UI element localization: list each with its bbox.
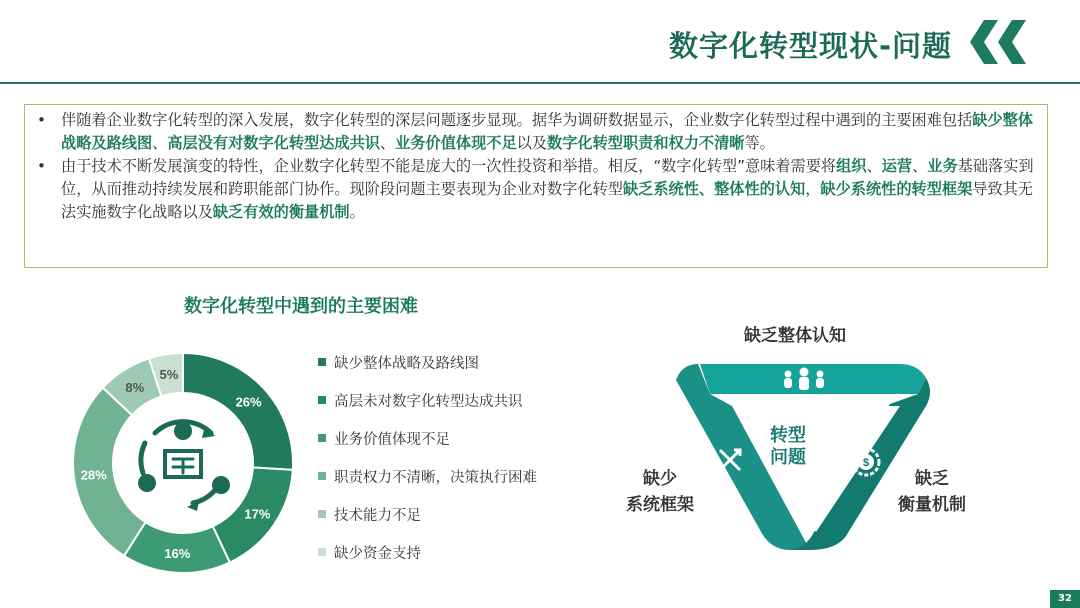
legend-swatch xyxy=(318,472,326,480)
highlight-text: 组织 xyxy=(836,157,867,175)
slice-label: 5% xyxy=(159,367,179,383)
legend-item xyxy=(318,428,537,466)
slice-label: 26% xyxy=(235,394,262,410)
legend-swatch xyxy=(318,396,326,404)
left-line-2: 系统框架 xyxy=(626,495,694,515)
legend-label: 缺少整体战略及路线图 xyxy=(334,356,479,372)
double-chevron-left-icon xyxy=(966,20,1034,64)
legend-swatch xyxy=(318,548,326,556)
body-text: 由于技术不断发展演变的特性，企业数字化转型不能是庞大的一次性投资和举措。相反，“数字化转型”意味着需要将 xyxy=(61,157,837,175)
slice-label: 17% xyxy=(244,506,271,522)
body-text: 。 xyxy=(349,203,365,221)
diagram-right-label xyxy=(898,466,966,518)
summary-textbox xyxy=(24,104,1048,268)
body-text: 、 xyxy=(866,157,882,175)
legend-swatch xyxy=(318,510,326,518)
bullet-marker: • xyxy=(37,157,46,175)
legend-item xyxy=(318,466,537,504)
legend-swatch xyxy=(318,434,326,442)
page-number: 32 xyxy=(1050,590,1080,608)
left-line-1: 缺少 xyxy=(643,469,677,489)
body-text: 、 xyxy=(379,134,396,152)
page-title: 数字化转型现状-问题 xyxy=(668,29,952,63)
center-line-1: 转型 xyxy=(770,425,806,446)
diagram-top-label: 缺乏整体认知 xyxy=(744,326,846,346)
highlight-text: 业务 xyxy=(927,157,958,175)
legend-label: 业务价值体现不足 xyxy=(334,432,450,448)
highlight-text: 缺少系统性的转型框架 xyxy=(820,180,973,198)
highlight-text: 缺乏系统性、整体性的认知 xyxy=(622,180,806,198)
diagram-center-label xyxy=(770,425,806,469)
legend-label: 技术能力不足 xyxy=(334,508,421,524)
highlight-text: 缺乏有效的衡量机制 xyxy=(212,203,350,221)
body-text: ， xyxy=(805,180,821,198)
presentation-cycle-icon xyxy=(138,422,230,511)
title-divider xyxy=(0,82,1080,84)
diagram-left-label xyxy=(626,466,694,518)
legend-label: 缺少资金支持 xyxy=(334,546,421,562)
body-text: 以及 xyxy=(516,134,547,152)
center-line-2: 问题 xyxy=(770,447,806,468)
legend-item xyxy=(318,504,537,542)
slice-label: 16% xyxy=(164,545,191,561)
body-text: 基础落实到位，从而推动持续发展和跨职能部门协作。现阶段问题主要表现为企业对数字化转型 xyxy=(61,157,1034,198)
donut-chart xyxy=(0,300,300,580)
legend-label: 职责权力不清晰，决策执行困难 xyxy=(334,470,537,486)
chart-legend xyxy=(318,352,537,580)
body-text: 伴随着企业数字化转型的深入发展，数字化转型的深层问题逐步显现。据华为调研数据显示，企业数字化转型过程中遇到的主要困难包括 xyxy=(61,111,973,129)
highlight-text: 运营 xyxy=(881,157,913,175)
highlight-text: 缺少整体战略及路线图 xyxy=(61,111,1033,152)
body-text: 、 xyxy=(912,157,928,175)
body-text: 导致其无法实施数字化战略以及 xyxy=(61,180,1033,221)
right-line-2: 衡量机制 xyxy=(898,495,966,515)
slice-label: 28% xyxy=(80,467,107,483)
bullet-1 xyxy=(35,109,1037,155)
body-text: 等。 xyxy=(744,134,775,152)
bullet-marker: • xyxy=(37,111,46,129)
slice-label: 8% xyxy=(125,380,145,396)
legend-swatch xyxy=(318,358,326,366)
highlight-text: 业务价值体现不足 xyxy=(395,134,517,152)
legend-item xyxy=(318,390,537,428)
legend-label: 高层未对数字化转型达成共识 xyxy=(334,394,523,410)
svg-text:$: $ xyxy=(862,457,870,469)
highlight-text: 数字化转型职责和权力不清晰 xyxy=(547,134,745,152)
body-text: 、 xyxy=(152,134,168,152)
highlight-text: 高层没有对数字化转型达成共识 xyxy=(167,134,380,152)
bullet-2 xyxy=(35,155,1037,224)
right-line-1: 缺乏 xyxy=(915,469,949,489)
chart-title: 数字化转型中遇到的主要困难 xyxy=(184,296,418,317)
legend-item xyxy=(318,352,537,390)
legend-item xyxy=(318,542,537,580)
